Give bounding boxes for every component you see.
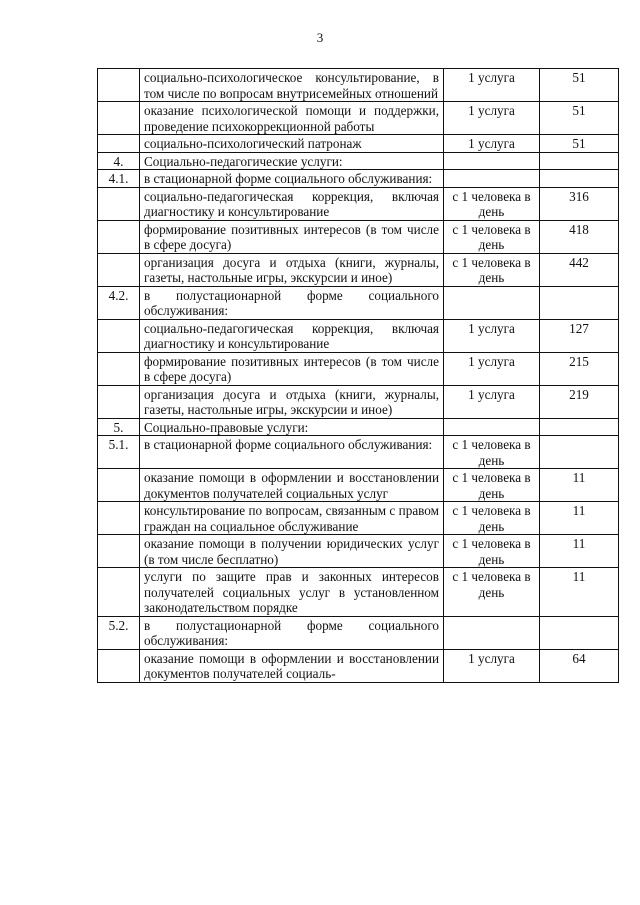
row-number-cell: 4.2.	[98, 286, 140, 319]
service-name-cell: оказание помощи в получении юридических услуг (в том числе бесплатно)	[140, 535, 444, 568]
price-cell: 11	[540, 502, 619, 535]
price-cell: 316	[540, 187, 619, 220]
unit-cell: с 1 человека в день	[444, 253, 540, 286]
row-number-cell: 5.	[98, 418, 140, 436]
price-cell: 64	[540, 649, 619, 682]
price-cell: 51	[540, 135, 619, 153]
unit-cell: с 1 человека в день	[444, 568, 540, 617]
table-row	[98, 102, 619, 135]
unit-cell: 1 услуга	[444, 102, 540, 135]
table-body	[98, 69, 619, 683]
price-cell: 51	[540, 102, 619, 135]
service-name-cell: Социально-педагогические услуги:	[140, 152, 444, 170]
table-row	[98, 220, 619, 253]
service-name-cell: в полустационарной форме социального обслуживания:	[140, 286, 444, 319]
table-row	[98, 286, 619, 319]
unit-cell: с 1 человека в день	[444, 220, 540, 253]
price-cell	[540, 286, 619, 319]
table-row	[98, 502, 619, 535]
unit-cell: с 1 человека в день	[444, 502, 540, 535]
row-number-cell	[98, 502, 140, 535]
unit-cell: с 1 человека в день	[444, 535, 540, 568]
service-name-cell: консультирование по вопросам, связанным с правом граждан на социальное обслуживание	[140, 502, 444, 535]
unit-cell: с 1 человека в день	[444, 187, 540, 220]
price-cell	[540, 616, 619, 649]
table-row	[98, 152, 619, 170]
service-name-cell: социально-педагогическая коррекция, включая диагностику и консультирование	[140, 187, 444, 220]
price-cell	[540, 418, 619, 436]
service-name-cell: организация досуга и отдыха (книги, журналы, газеты, настольные игры, экскурсии и иное)	[140, 385, 444, 418]
row-number-cell	[98, 352, 140, 385]
service-name-cell: формирование позитивных интересов (в том числе в сфере досуга)	[140, 352, 444, 385]
row-number-cell: 5.1.	[98, 436, 140, 469]
price-cell: 219	[540, 385, 619, 418]
services-tariff-table	[97, 68, 619, 683]
service-name-cell: оказание помощи в оформлении и восстановлении документов получателей социаль-	[140, 649, 444, 682]
table-row	[98, 649, 619, 682]
unit-cell	[444, 170, 540, 188]
service-name-cell: оказание психологической помощи и поддержки, проведение психокоррекционной работы	[140, 102, 444, 135]
price-cell	[540, 152, 619, 170]
row-number-cell	[98, 319, 140, 352]
table-row	[98, 535, 619, 568]
table-row	[98, 385, 619, 418]
table-row	[98, 187, 619, 220]
row-number-cell	[98, 568, 140, 617]
unit-cell: 1 услуга	[444, 385, 540, 418]
unit-cell	[444, 418, 540, 436]
row-number-cell	[98, 102, 140, 135]
service-name-cell: социально-психологическое консультирование, в том числе по вопросам внутрисемейных отношений	[140, 69, 444, 102]
table-row	[98, 436, 619, 469]
unit-cell	[444, 152, 540, 170]
unit-cell: 1 услуга	[444, 352, 540, 385]
service-name-cell: формирование позитивных интересов (в том числе в сфере досуга)	[140, 220, 444, 253]
unit-cell: 1 услуга	[444, 319, 540, 352]
unit-cell: с 1 человека в день	[444, 469, 540, 502]
service-name-cell: оказание помощи в оформлении и восстановлении документов получателей социальных услуг	[140, 469, 444, 502]
table-row	[98, 319, 619, 352]
row-number-cell	[98, 220, 140, 253]
price-cell: 11	[540, 568, 619, 617]
page-number: 3	[316, 30, 324, 45]
service-name-cell: организация досуга и отдыха (книги, журналы, газеты, настольные игры, экскурсии и иное)	[140, 253, 444, 286]
price-cell: 51	[540, 69, 619, 102]
row-number-cell: 4.	[98, 152, 140, 170]
unit-cell	[444, 616, 540, 649]
service-name-cell: в стационарной форме социального обслуживания:	[140, 170, 444, 188]
price-cell: 127	[540, 319, 619, 352]
table-row	[98, 418, 619, 436]
table-row	[98, 616, 619, 649]
table-row	[98, 253, 619, 286]
table-row	[98, 568, 619, 617]
table-row	[98, 135, 619, 153]
service-name-cell: в стационарной форме социального обслуживания:	[140, 436, 444, 469]
row-number-cell	[98, 187, 140, 220]
row-number-cell	[98, 385, 140, 418]
price-cell	[540, 170, 619, 188]
price-cell: 11	[540, 469, 619, 502]
unit-cell: с 1 человека в день	[444, 436, 540, 469]
service-name-cell: в полустационарной форме социального обслуживания:	[140, 616, 444, 649]
row-number-cell	[98, 469, 140, 502]
row-number-cell	[98, 535, 140, 568]
price-cell: 442	[540, 253, 619, 286]
price-cell: 418	[540, 220, 619, 253]
row-number-cell: 4.1.	[98, 170, 140, 188]
unit-cell: 1 услуга	[444, 135, 540, 153]
service-name-cell: услуги по защите прав и законных интересов получателей социальных услуг в установленном законодательством порядке	[140, 568, 444, 617]
service-name-cell: Социально-правовые услуги:	[140, 418, 444, 436]
row-number-cell	[98, 253, 140, 286]
table-row	[98, 352, 619, 385]
table-row	[98, 170, 619, 188]
unit-cell: 1 услуга	[444, 69, 540, 102]
row-number-cell	[98, 649, 140, 682]
row-number-cell	[98, 135, 140, 153]
service-name-cell: социально-педагогическая коррекция, включая диагностику и консультирование	[140, 319, 444, 352]
unit-cell: 1 услуга	[444, 649, 540, 682]
row-number-cell: 5.2.	[98, 616, 140, 649]
price-cell: 11	[540, 535, 619, 568]
unit-cell	[444, 286, 540, 319]
price-cell: 215	[540, 352, 619, 385]
table-row	[98, 69, 619, 102]
service-name-cell: социально-психологический патронаж	[140, 135, 444, 153]
row-number-cell	[98, 69, 140, 102]
table-row	[98, 469, 619, 502]
price-cell	[540, 436, 619, 469]
